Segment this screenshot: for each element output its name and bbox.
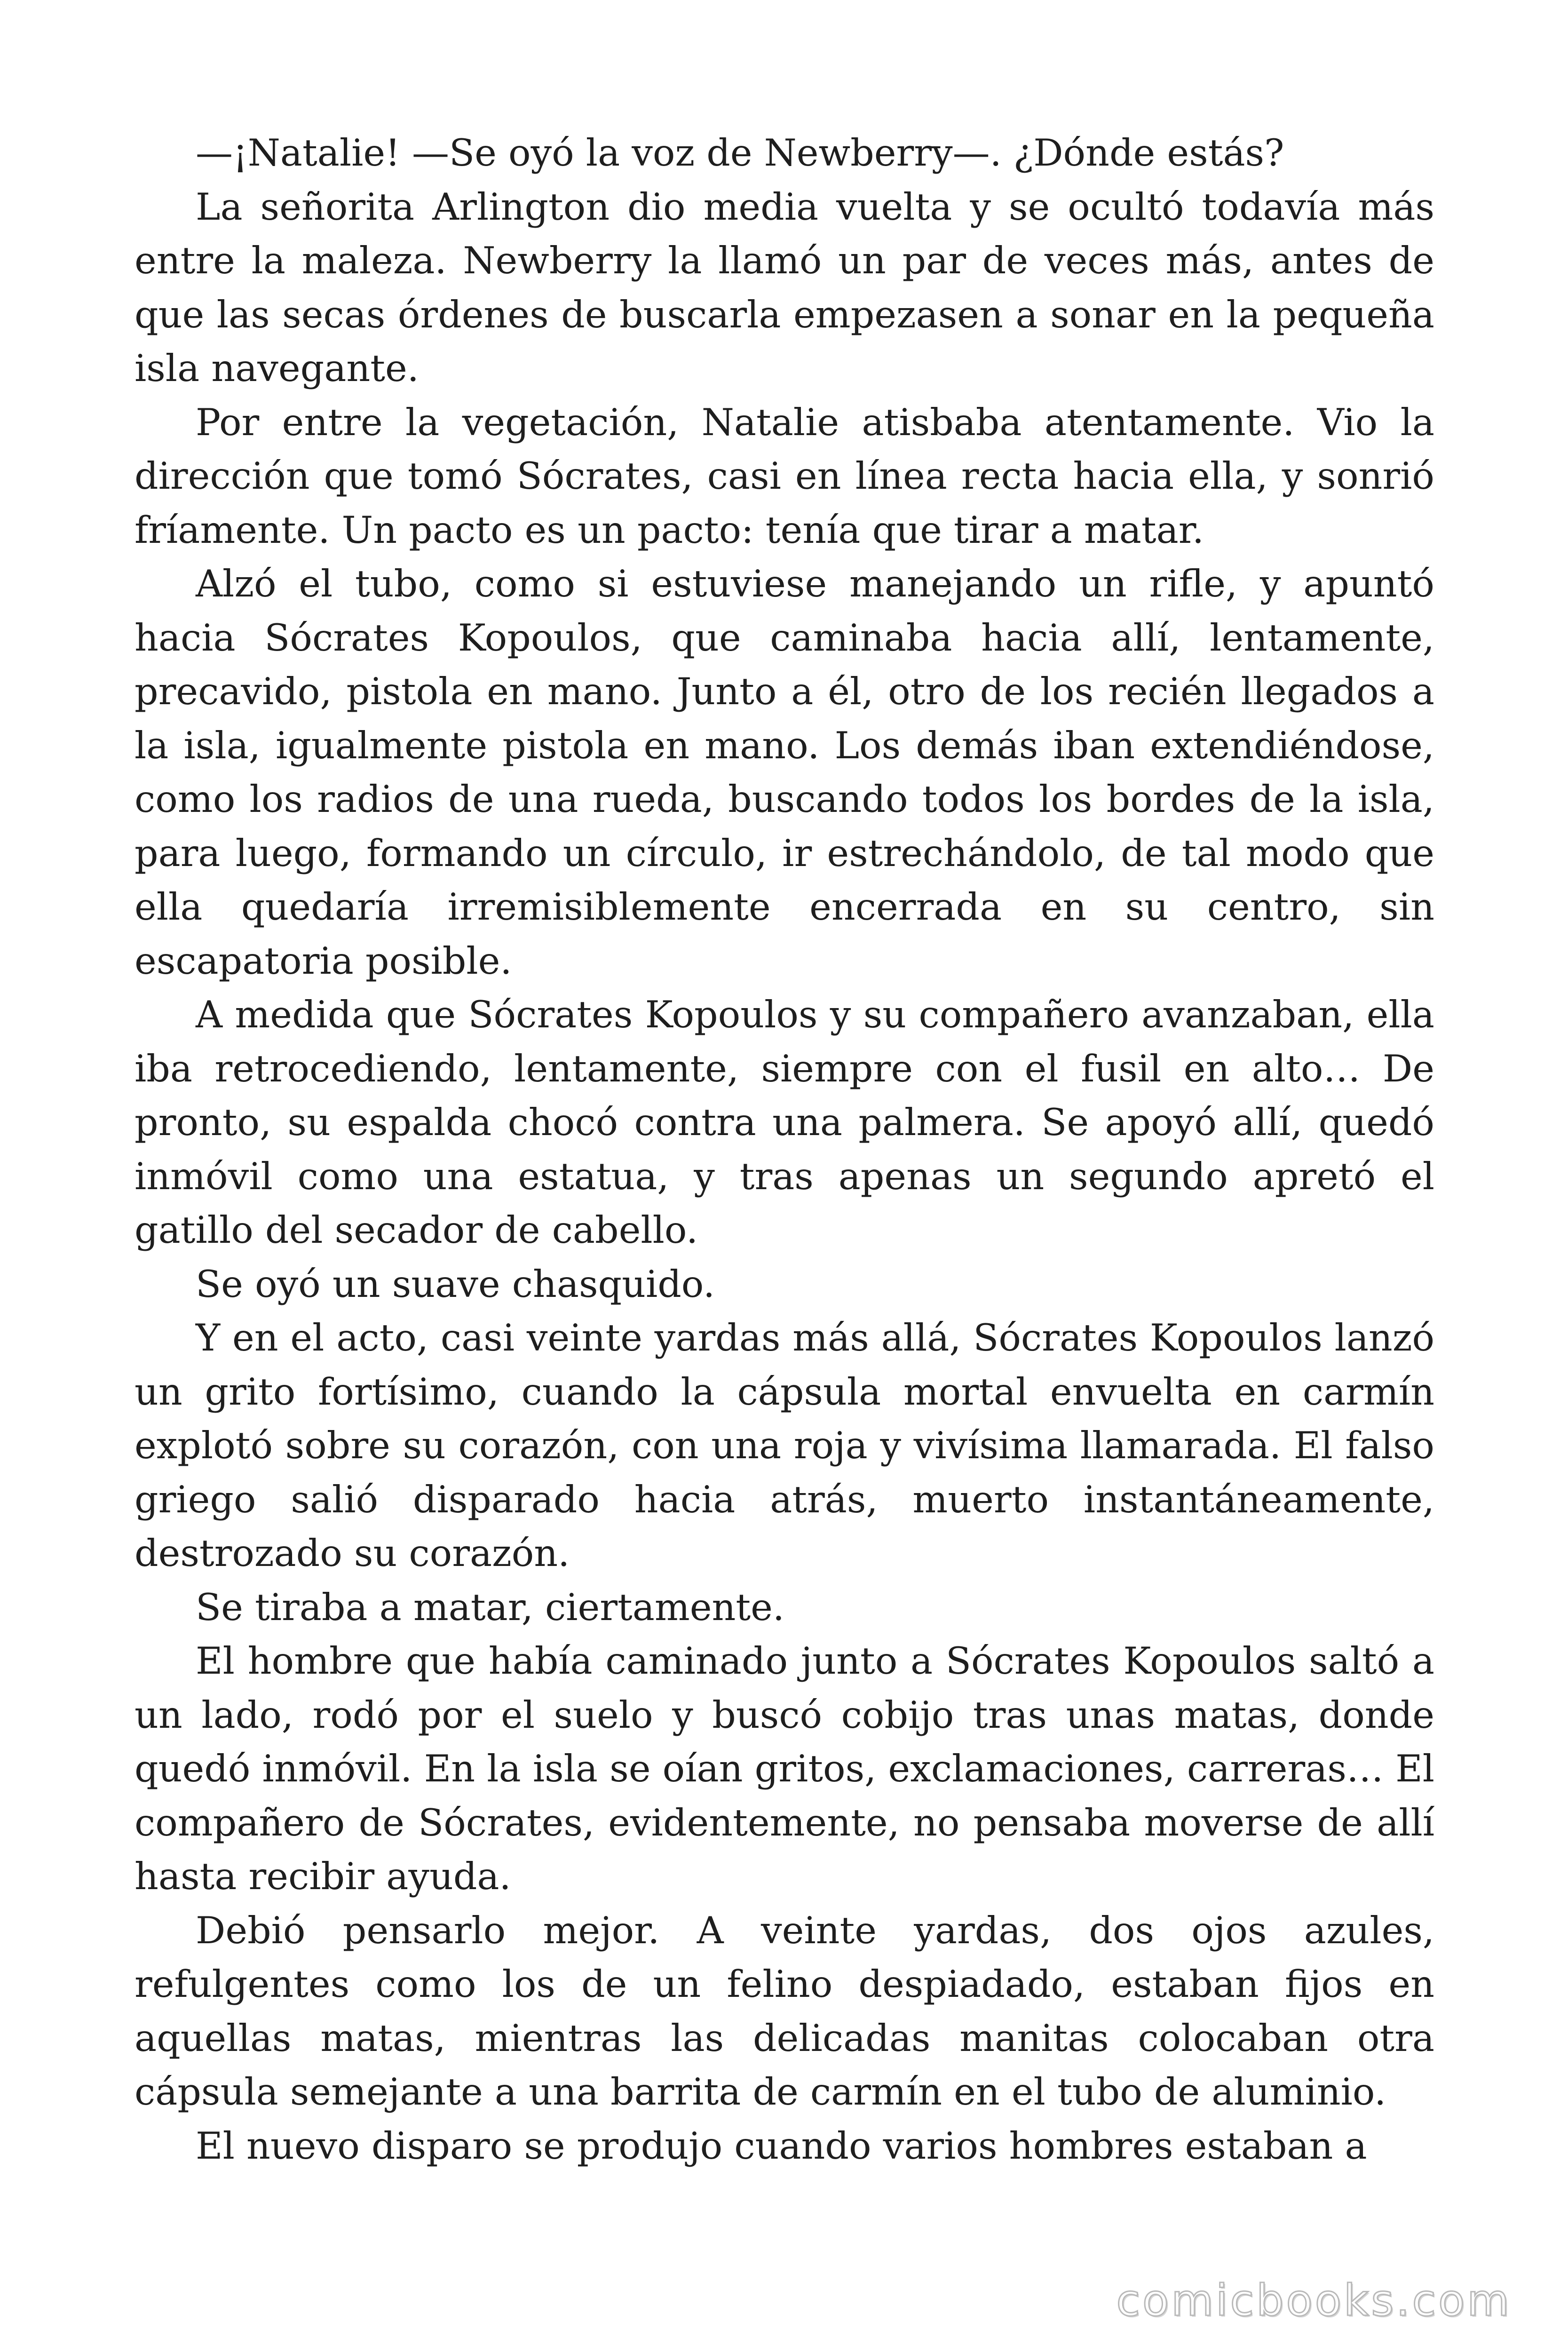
- paragraph-9: El hombre que había caminado junto a Sócrates Kopoulos saltó a un lado, rodó por el suelo y buscó cobijo tras unas matas, donde quedó inmóvil. En la isla se oían gritos, exclamaciones, carreras… El compañero de Sócrates, evidentemente, no pensaba moverse de allí hasta recibir ayuda.: [135, 1639, 1434, 1898]
- paragraph-11: El nuevo disparo se produjo cuando varios hombres estaban a: [196, 2124, 1367, 2168]
- paragraph-6: Se oyó un suave chasquido.: [196, 1262, 715, 1306]
- page-text: [135, 126, 1434, 2173]
- paragraph-3: Por entre la vegetación, Natalie atisbaba atentamente. Vio la dirección que tomó Sócrates, casi en línea recta hacia ella, y sonrió fríamente. Un pacto es un pacto: tenía que tirar a matar.: [135, 400, 1434, 552]
- paragraph-10: Debió pensarlo mejor. A veinte yardas, dos ojos azules, refulgentes como los de un felino despiadado, estaban fijos en aquellas matas, mientras las delicadas manitas colocaban otra cápsula semejante a una barrita de carmín en el tubo de aluminio.: [135, 1908, 1434, 2114]
- paragraph-7: Y en el acto, casi veinte yardas más allá, Sócrates Kopoulos lanzó un grito fortísimo, cuando la cápsula mortal envuelta en carmín explotó sobre su corazón, con una roja y vivísima llamarada. El falso griego salió disparado hacia atrás, muerto instantáneamente, destrozado su corazón.: [135, 1316, 1434, 1575]
- paragraph-5: A medida que Sócrates Kopoulos y su compañero avanzaban, ella iba retrocediendo, lentamente, siempre con el fusil en alto… De pronto, su espalda chocó contra una palmera. Se apoyó allí, quedó inmóvil como una estatua, y tras apenas un segundo apretó el gatillo del secador de cabello.: [135, 993, 1434, 1252]
- paragraph-2: La señorita Arlington dio media vuelta y se ocultó todavía más entre la maleza. Newberry la llamó un par de veces más, antes de que las secas órdenes de buscarla empezasen a sonar en la pequeña isla navegante.: [135, 185, 1434, 390]
- watermark: comicbooks.com: [1116, 2275, 1512, 2326]
- paragraph-8: Se tiraba a matar, ciertamente.: [196, 1585, 785, 1629]
- paragraph-4: Alzó el tubo, como si estuviese manejando un rifle, y apuntó hacia Sócrates Kopoulos, que caminaba hacia allí, lentamente, precavido, pistola en mano. Junto a él, otro de los recién llegados a la isla, igualmente pistola en mano. Los demás iban extendiéndose, como los radios de una rueda, buscando todos los bordes de la isla, para luego, formando un círculo, ir estrechándolo, de tal modo que ella quedaría irremisiblemente encerrada en su centro, sin escapatoria posible.: [135, 562, 1434, 983]
- paragraph-1: —¡Natalie! —Se oyó la voz de Newberry—. ¿Dónde estás?: [196, 131, 1284, 175]
